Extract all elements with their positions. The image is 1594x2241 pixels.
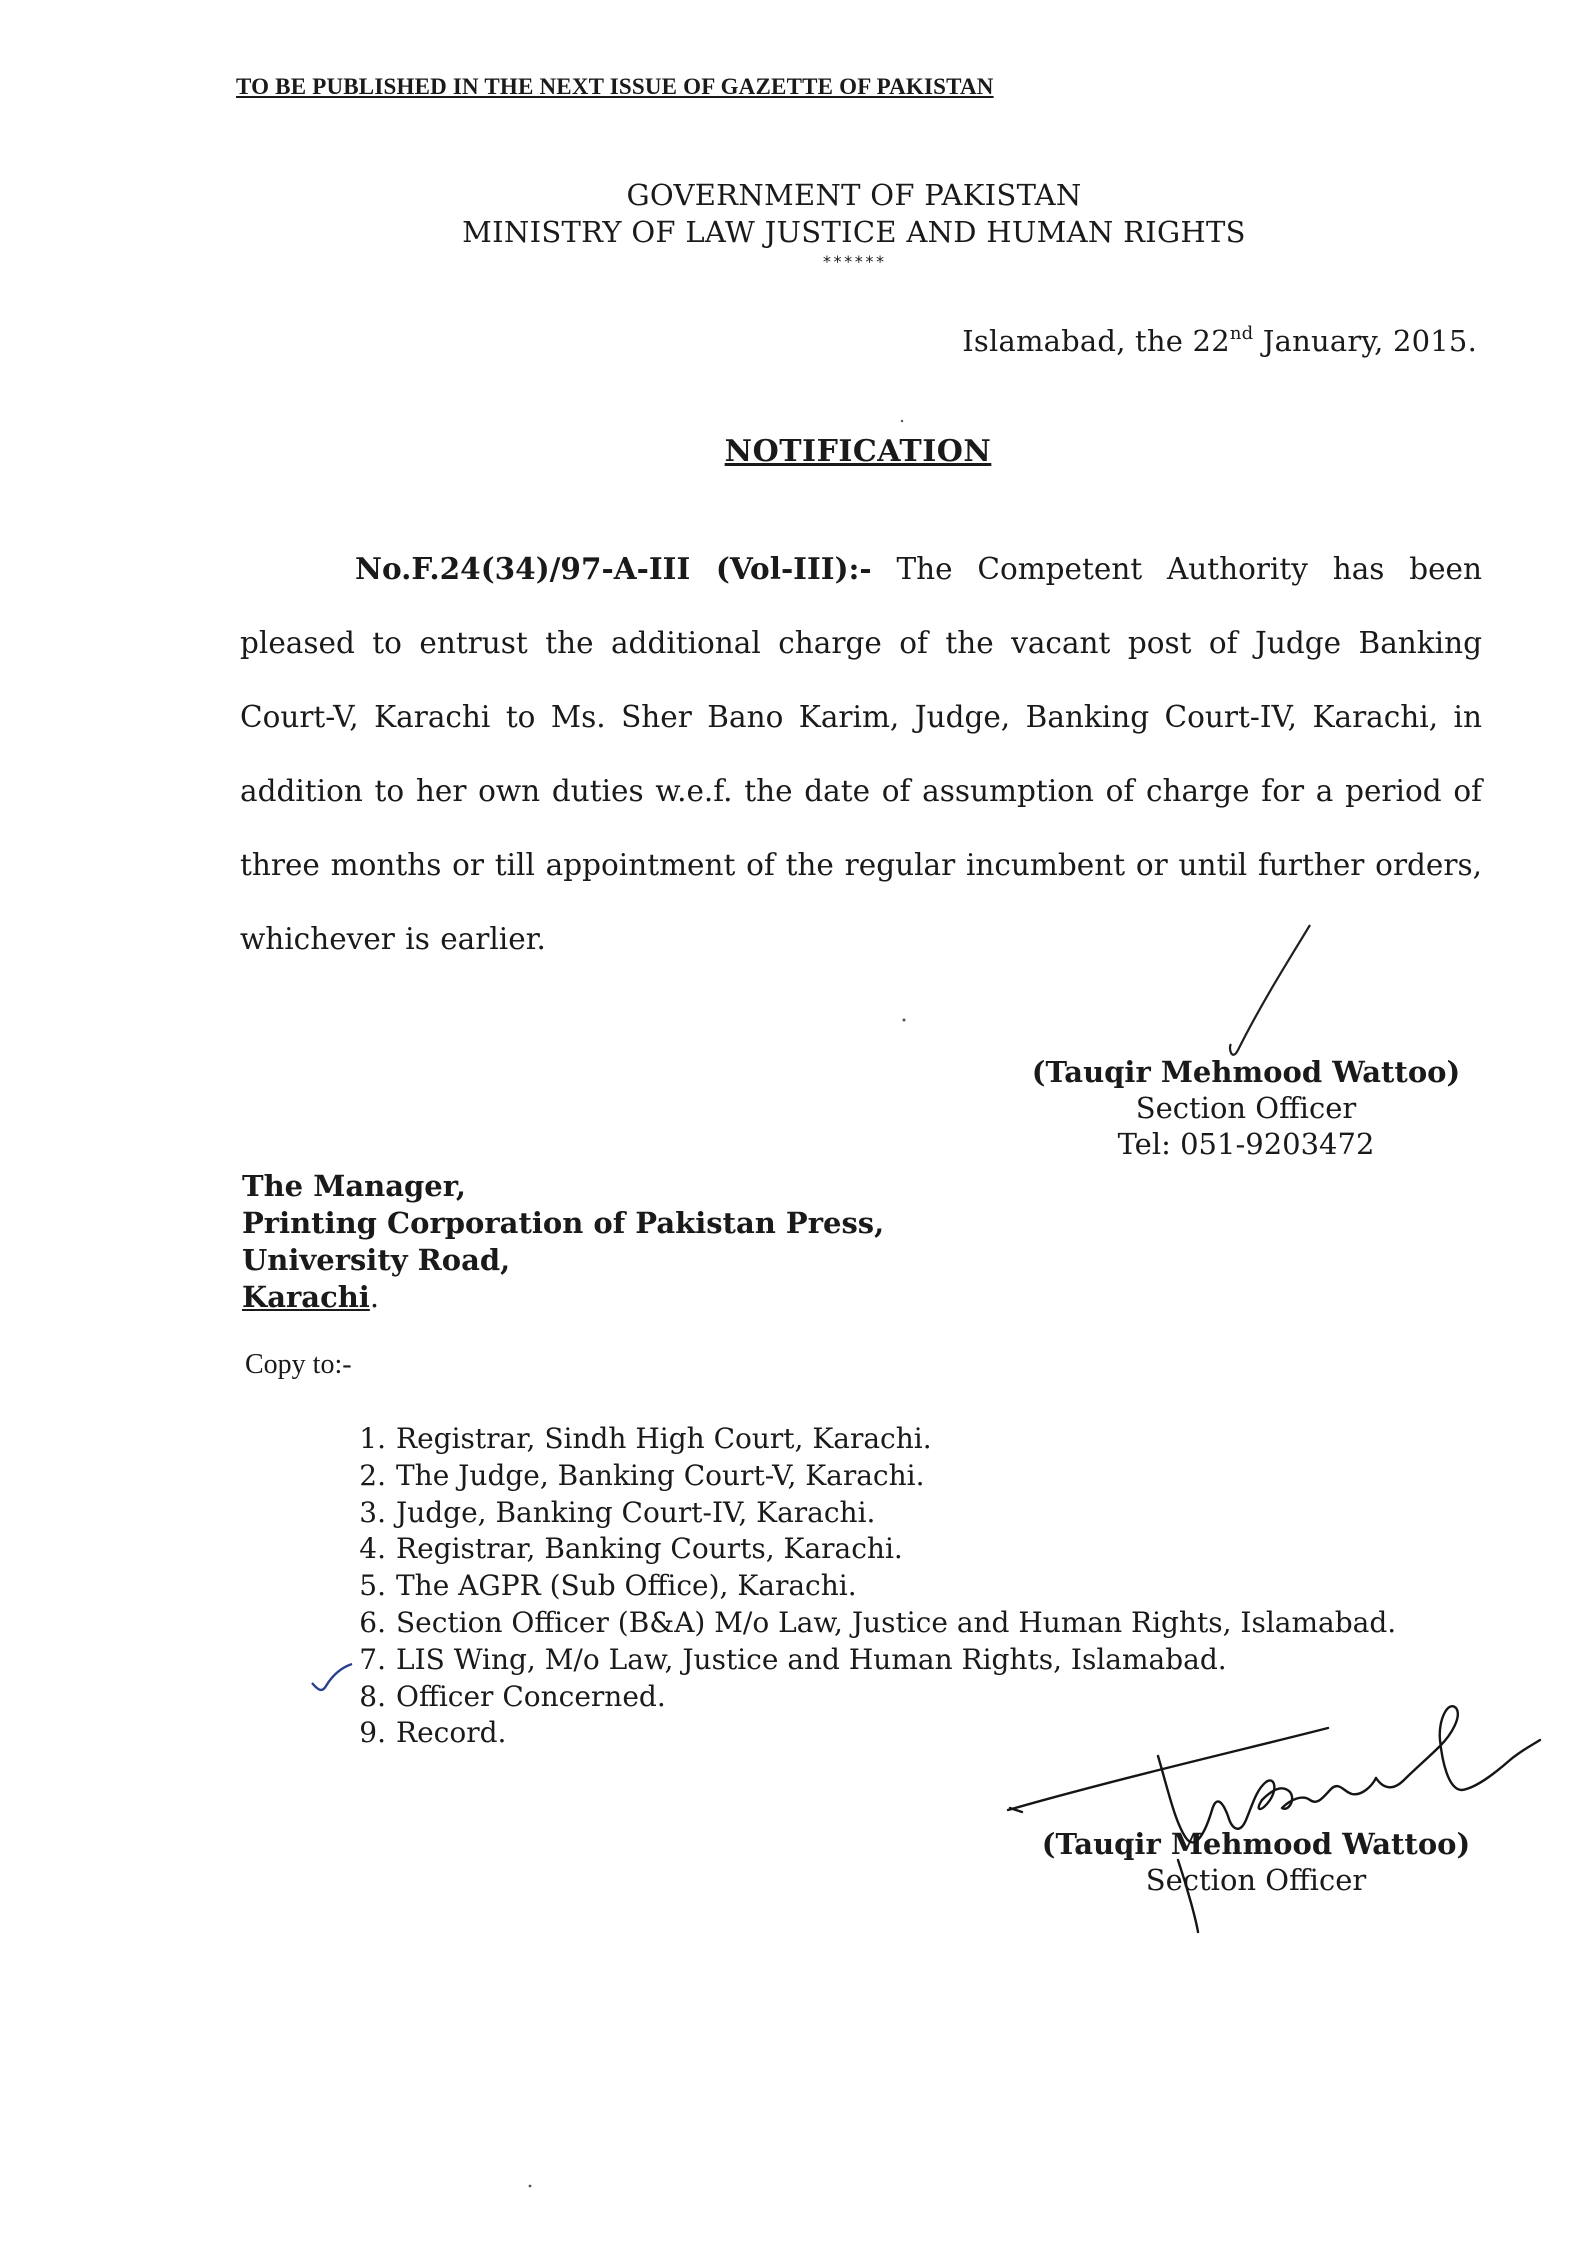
notification-reference: No.F.24(34)/97-A-III (Vol-III):- (355, 551, 872, 586)
signatory-designation: Section Officer (1135, 1091, 1357, 1125)
addressee-line: Printing Corporation of Pakistan Press, (242, 1206, 885, 1240)
notification-body: The Competent Authority has been pleased to entrust the additional charge of the vacant post of Judge Banking Court-V, Karachi to Ms. Sher Bano Karim, Judge, Banking Court-IV, Karachi, in addition to her own duties w.e.f. the date of assumption of charge for a period of three months or till appointment of the regular incumbent or until further orders, whichever is earlier. (240, 552, 1482, 956)
addressee-line: The Manager, (242, 1169, 466, 1203)
signature-flourish (1376, 1706, 1540, 1790)
addressee-city-name: Karachi (242, 1280, 370, 1314)
notification-title: NOTIFICATION (724, 434, 992, 469)
list-item-text: Record. (396, 1716, 507, 1750)
addressee-city-punct: . (369, 1280, 380, 1314)
copy-to-label: Copy to:- (245, 1349, 352, 1380)
heading-separator: ****** (822, 252, 886, 271)
list-item-text: Judge, Banking Court-IV, Karachi. (396, 1495, 876, 1529)
list-item-text: Registrar, Sindh High Court, Karachi. (396, 1422, 932, 1455)
list-item-number: 8. (359, 1679, 386, 1713)
list-item-number: 4. (359, 1532, 386, 1566)
signatory-designation: Section Officer (1145, 1863, 1367, 1897)
list-item-number: 1. (359, 1422, 386, 1455)
list-item-number: 6. (359, 1605, 386, 1639)
list-item-number: 2. (359, 1458, 386, 1492)
speck-mark (529, 2185, 532, 2188)
list-item-text: Registrar, Banking Courts, Karachi. (396, 1532, 903, 1566)
signatory-telephone: Tel: 051-9203472 (1117, 1127, 1375, 1161)
list-item-number: 9. (359, 1716, 386, 1750)
list-item-text: The AGPR (Sub Office), Karachi. (396, 1569, 857, 1603)
date-prefix: Islamabad, the 22 (962, 324, 1230, 358)
ministry-heading: MINISTRY OF LAW JUSTICE AND HUMAN RIGHTS (462, 215, 1246, 249)
signature-descender (1178, 1860, 1198, 1932)
government-heading: GOVERNMENT OF PAKISTAN (626, 178, 1082, 212)
signatory-name: (Tauqir Mehmood Wattoo) (1041, 1827, 1471, 1861)
list-item-text: Section Officer (B&A) M/o Law, Justice and Human Rights, Islamabad. (396, 1605, 1397, 1639)
addressee-line: University Road, (242, 1243, 511, 1277)
signature-body (1158, 1756, 1274, 1842)
list-item-text: The Judge, Banking Court-V, Karachi. (396, 1458, 925, 1492)
signature-strokes (1008, 1706, 1540, 1932)
date-suffix: January, 2015. (1253, 324, 1477, 358)
list-item-number: 5. (359, 1569, 386, 1603)
list-item-text: LIS Wing, M/o Law, Justice and Human Rights, Islamabad. (396, 1642, 1227, 1676)
signature-line (1008, 1728, 1328, 1810)
signature-middle (1262, 1778, 1376, 1809)
list-item-number: 3. (359, 1495, 386, 1529)
list-item-text: Officer Concerned. (396, 1679, 666, 1713)
list-item-number: 7. (359, 1642, 386, 1676)
signatory-name: (Tauqir Mehmood Wattoo) (1031, 1055, 1461, 1089)
gazette-notice: TO BE PUBLISHED IN THE NEXT ISSUE OF GAZETTE OF PAKISTAN (236, 74, 994, 99)
date-ordinal: nd (1229, 323, 1254, 344)
